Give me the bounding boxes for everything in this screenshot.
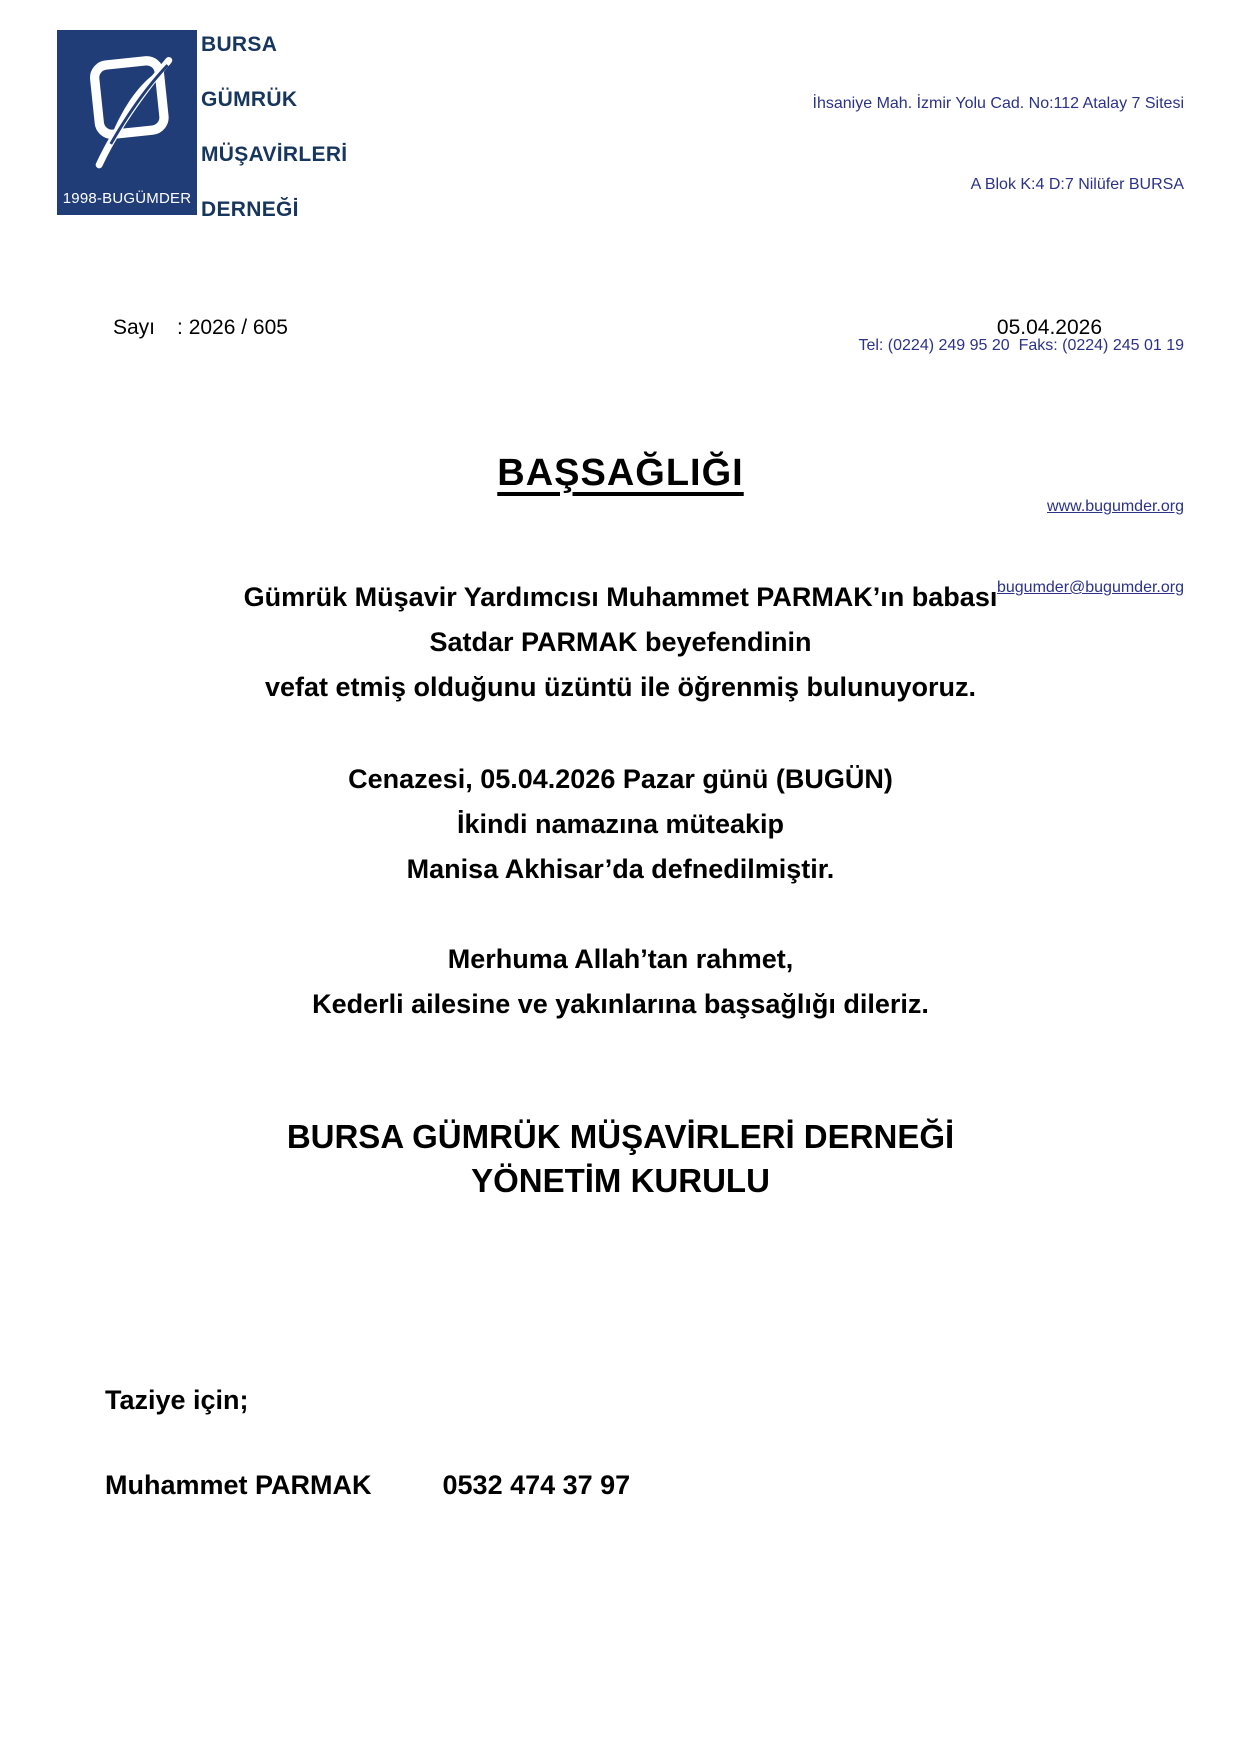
contact-person-row <box>105 1470 630 1501</box>
announcement-line-1: Gümrük Müşavir Yardımcısı Muhammet PARMAK’ın babası <box>243 582 998 612</box>
association-name <box>201 33 347 222</box>
funeral-line-2: İkindi namazına müteakip <box>456 809 785 839</box>
signature-block <box>0 1115 1241 1203</box>
contact-spacer <box>813 252 1184 278</box>
funeral-line-3: Manisa Akhisar’da defnedilmiştir. <box>406 854 835 884</box>
signature-board-line: YÖNETİM KURULU <box>471 1162 770 1199</box>
reference-date-row <box>113 312 1102 344</box>
condolence-line-1: Merhuma Allah’tan rahmet, <box>447 944 794 974</box>
org-name-line-3: MÜŞAVİRLERİ <box>201 143 348 166</box>
document-title: BAŞSAĞLIĞI <box>497 452 744 494</box>
website-link[interactable]: www.bugumder.org <box>1047 498 1184 515</box>
phone-fax-line: Tel: (0224) 249 95 20 Faks: (0224) 245 01 19 <box>858 337 1184 354</box>
announcement-line-2: Satdar PARMAK beyefendinin <box>429 627 812 657</box>
funeral-paragraph <box>0 757 1241 892</box>
quill-square-emblem-icon <box>69 44 185 172</box>
announcement-line-3: vefat etmiş olduğunu üzüntü ile öğrenmiş bulunuyoruz. <box>264 672 976 702</box>
org-name-line-2: GÜMRÜK <box>201 88 298 111</box>
signature-org-line: BURSA GÜMRÜK MÜŞAVİRLERİ DERNEĞİ <box>286 1118 955 1155</box>
reference-number <box>113 312 288 344</box>
org-name-line-1: BURSA <box>201 33 278 56</box>
org-name-line-4: DERNEĞİ <box>201 198 299 221</box>
contact-person-phone: 0532 474 37 97 <box>442 1470 631 1500</box>
contact-person-name: Muhammet PARMAK <box>105 1470 372 1500</box>
address-line-2: A Blok K:4 D:7 Nilüfer BURSA <box>970 176 1184 193</box>
contact-block <box>813 36 1184 655</box>
address-line-1: İhsaniye Mah. İzmir Yolu Cad. No:112 Atalay 7 Sitesi <box>812 95 1184 112</box>
reference-label: Sayı <box>113 316 156 339</box>
reference-value: : 2026 / 605 <box>177 316 288 339</box>
condolence-paragraph <box>0 937 1241 1027</box>
announcement-paragraph <box>0 575 1241 710</box>
funeral-line-1: Cenazesi, 05.04.2026 Pazar günü (BUGÜN) <box>348 764 893 794</box>
email-link[interactable]: bugumder@bugumder.org <box>996 579 1184 596</box>
association-logo-badge <box>57 30 197 215</box>
taziye-label: Taziye için; <box>105 1385 249 1415</box>
logo-year-text: 1998-BUGÜMDER <box>62 190 192 207</box>
contact-spacer <box>813 413 1184 439</box>
condolence-line-2: Kederli ailesine ve yakınlarına başsağlığı dileriz. <box>312 989 929 1019</box>
document-date: 05.04.2026 <box>996 316 1102 339</box>
